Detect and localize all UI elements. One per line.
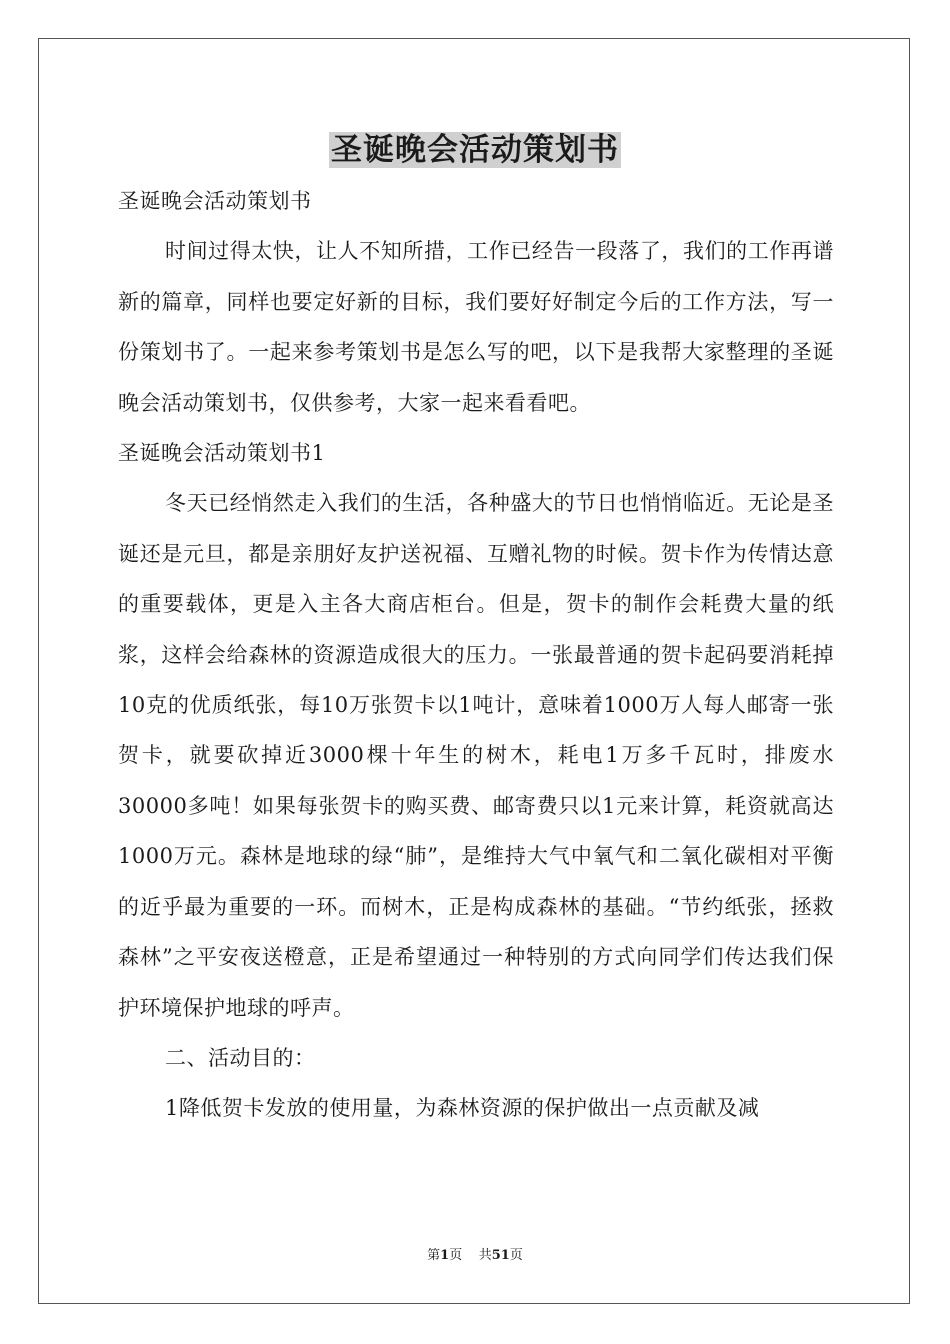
background-paragraph: 冬天已经悄然走入我们的生活，各种盛大的节日也悄悄临近。无论是圣诞还是元旦，都是亲朋好友护送祝福、互赠礼物的时候。贺卡作为传情达意的重要载体，更是入主各大商店柜台。但是，贺卡的制作会耗费大量的纸浆，这样会给森林的资源造成很大的压力。一张最普通的贺卡起码要消耗掉10克的优质纸张，每10万张贺卡以1吨计，意味着1000万人每人邮寄一张贺卡，就要砍掉近3000棵十年生的树木，耗电1万多千瓦时，排废水30000多吨！如果每张贺卡的购买费、邮寄费只以1元来计算，耗资就高达1000万元。森林是地球的绿“肺”，是维持大气中氧气和二氧化碳相对平衡的近乎最为重要的一环。而树木，正是构成森林的基础。“节约纸张，拯救森林”之平安夜送橙意，正是希望通过一种特别的方式向同学们传达我们保护环境保护地球的呼声。 [118, 491, 834, 1020]
document-body [118, 176, 834, 1134]
purpose-heading: 二、活动目的： [165, 1045, 316, 1070]
intro-paragraph: 时间过得太快，让人不知所措，工作已经告一段落了，我们的工作再谱新的篇章，同样也要定好新的目标，我们要好好制定今后的工作方法，写一份策划书了。一起来参考策划书是怎么写的吧，以下是我帮大家整理的圣诞晚会活动策划书，仅供参考，大家一起来看看吧。 [118, 239, 834, 415]
section-heading: 圣诞晚会活动策划书1 [118, 441, 326, 466]
footer-page-unit: 页 [449, 1248, 463, 1263]
purpose-item-1: 1降低贺卡发放的使用量，为森林资源的保护做出一点贡献及减 [165, 1096, 760, 1121]
document-title-text: 圣诞晚会活动策划书 [331, 132, 619, 168]
footer-page-total: 51 [491, 1248, 510, 1263]
document-title [0, 128, 950, 172]
subtitle-paragraph: 圣诞晚会活动策划书 [118, 189, 312, 213]
footer-total-unit: 页 [509, 1248, 523, 1263]
page-footer [0, 1246, 950, 1266]
footer-page-prefix: 第 [427, 1248, 441, 1263]
footer-total-prefix: 共 [478, 1248, 492, 1263]
footer-page-current: 1 [440, 1248, 450, 1263]
